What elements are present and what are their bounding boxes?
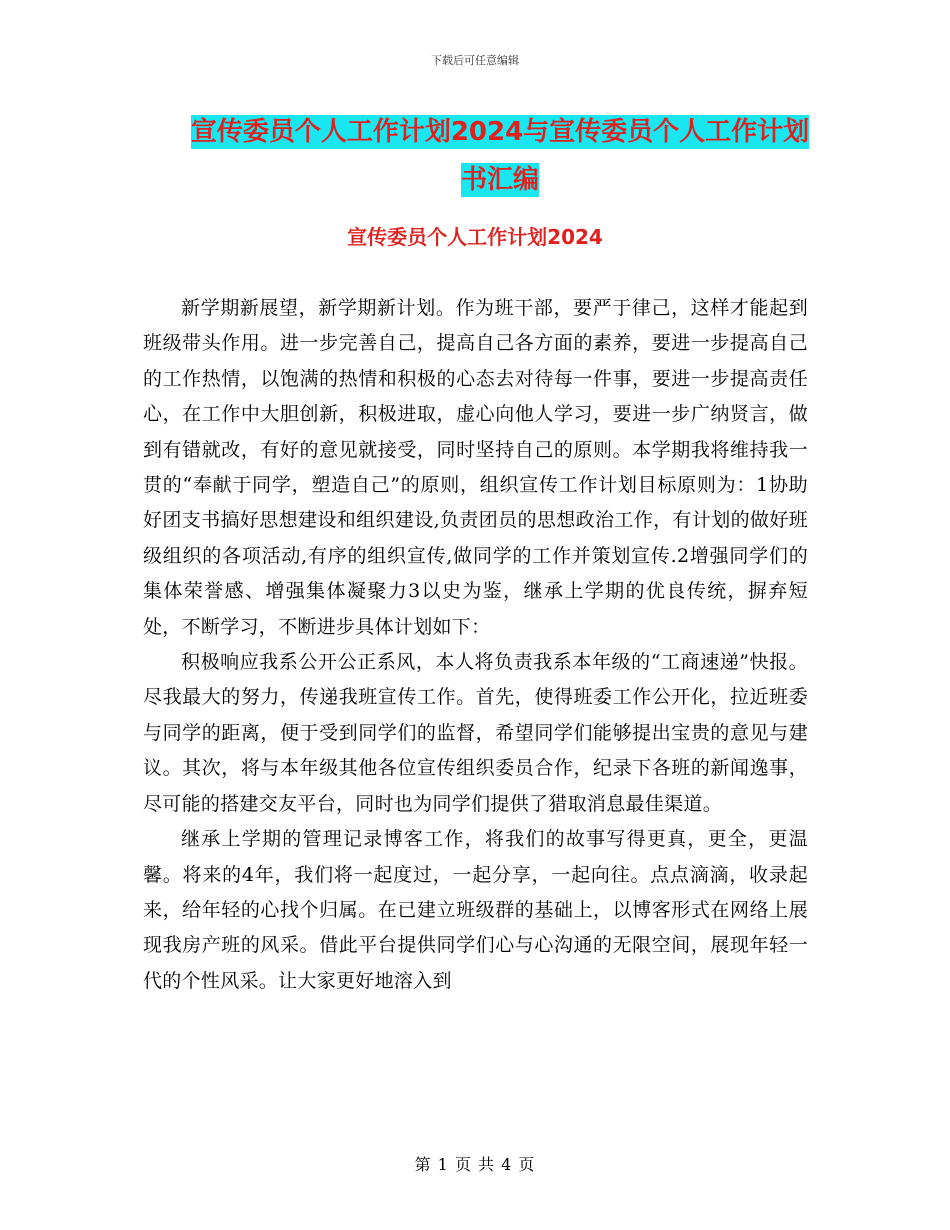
document-title [145,108,855,204]
paragraph: 新学期新展望，新学期新计划。作为班干部，要严于律己，这样才能起到班级带头作用。进一步完善自己，提高自己各方面的素养，要进一步提高自己的工作热情，以饱满的热情和积极的心态去对待每一件事，要进一步提高责任心，在工作中大胆创新，积极进取，虚心向他人学习，要进一步广纳贤言，做到有错就改，有好的意见就接受，同时坚持自己的原则。本学期我将维持我一贯的“奉献于同学，塑造自己”的原则，组织宣传工作计划目标原则为：1协助好团支书搞好思想建设和组织建设,负责团员的思想政治工作，有计划的做好班级组织的各项活动,有序的组织宣传,做同学的工作并策划宣传.2增强同学们的集体荣誉感、增强集体凝聚力3以史为鉴，继承上学期的优良传统，摒弃短处，不断学习，不断进步具体计划如下： [143,297,808,638]
paragraph: 继承上学期的管理记录博客工作，将我们的故事写得更真，更全，更温馨。将来的4年，我们将一起度过，一起分享，一起向往。点点滴滴，收录起来，给年轻的心找个归属。在已建立班级群的基础上，以博客形式在网络上展现我房产班的风采。借此平台提供同学们心与心沟通的无限空间，展现年轻一代的个性风采。让大家更好地溶入到 [143,828,808,992]
section-title: 宣传委员个人工作计划2024 [347,225,603,249]
page-number-footer: 第 1 页 共 4 页 [414,1155,536,1174]
paragraph: 积极响应我系公开公正系风，本人将负责我系本年级的“工商速递”快报。尽我最大的努力，传递我班宣传工作。首先，使得班委工作公开化，拉近班委与同学的距离，便于受到同学们的监督，希望同学们能够提出宝贵的意见与建议。其次，将与本年级其他各位宣传组织委员合作，纪录下各班的新闻逸事，尽可能的搭建交友平台，同时也为同学们提供了猎取消息最佳渠道。 [143,651,808,815]
document-title-line-2: 书汇编 [460,165,539,195]
page-header-note: 下载后可任意编辑 [431,54,519,67]
document-body [143,291,808,999]
document-title-line-1: 宣传委员个人工作计划2024与宣传委员个人工作计划 [190,117,810,147]
